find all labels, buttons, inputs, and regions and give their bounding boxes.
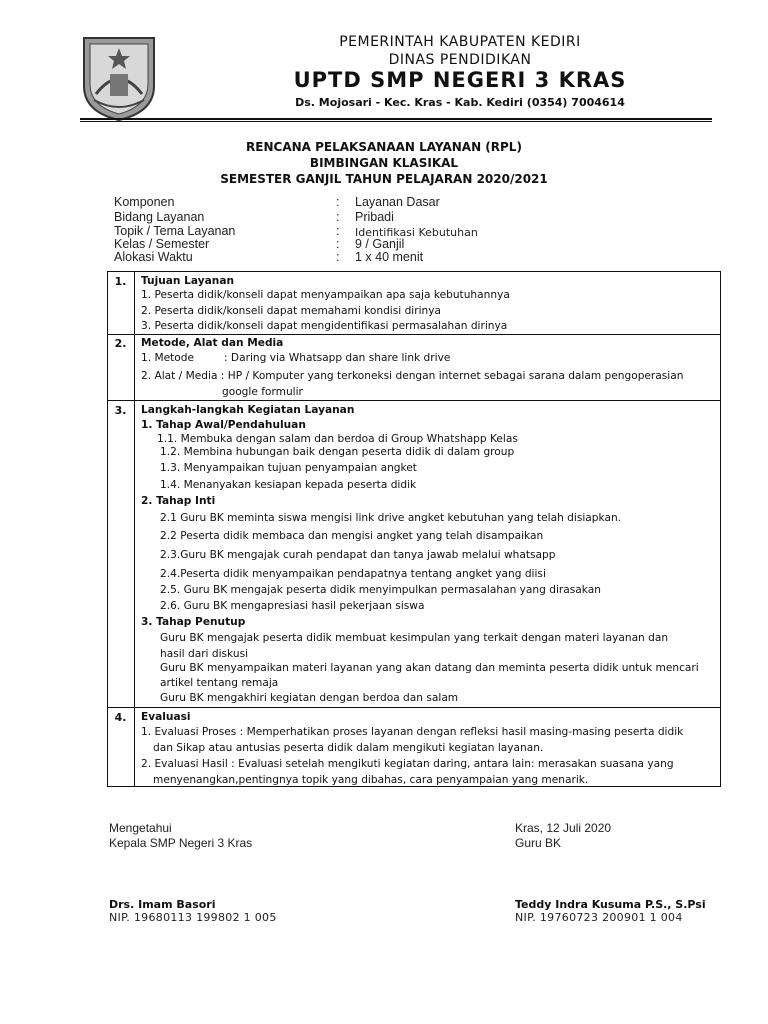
paragraph-line: Guru BK mengajak peserta didik membuat kesimpulan yang terkait dengan materi layanan dan — [160, 632, 669, 644]
section-heading: Evaluasi — [141, 711, 191, 723]
section-number: 1. — [114, 275, 127, 288]
paragraph-line: hasil dari diskusi — [160, 648, 249, 660]
metode-label: 1. Metode — [141, 352, 195, 364]
letterhead-government: PEMERINTAH KABUPATEN KEDIRI — [339, 34, 581, 50]
meta-value: 9 / Ganjil — [355, 237, 405, 251]
meta-colon: : — [336, 210, 340, 224]
list-item: 1.4. Menanyakan kesiapan kepada peserta didik — [160, 479, 417, 491]
paragraph-line: 2. Evaluasi Hasil : Evaluasi setelah mengikuti kegiatan daring, antara lain: merasakan suasana yang — [141, 758, 674, 770]
meta-label: Bidang Layanan — [114, 210, 205, 224]
paragraph-line: artikel tentang remaja — [160, 677, 279, 689]
table-row-divider — [107, 334, 721, 335]
list-item: 2.5. Guru BK mengajak peserta didik menyimpulkan permasalahan yang dirasakan — [160, 584, 601, 596]
list-item: 2.2 Peserta didik membaca dan mengisi angket yang telah disampaikan — [160, 530, 544, 542]
subsection-heading: 1. Tahap Awal/Pendahuluan — [141, 419, 306, 431]
list-item: 2.4.Peserta didik menyampaikan pendapatnya tentang angket yang diisi — [160, 568, 546, 580]
list-item: 1.2. Membina hubungan baik dengan peserta didik di dalam group — [160, 446, 515, 458]
section-number: 3. — [114, 404, 127, 417]
letterhead-rule-thick — [80, 118, 712, 120]
list-item: 2. Peserta didik/konseli dapat memahami kondisi dirinya — [141, 305, 442, 317]
paragraph-line: 1. Evaluasi Proses : Memperhatikan proses layanan dengan refleksi hasil masing-masing peserta didik — [141, 726, 684, 738]
list-item: 3. Peserta didik/konseli dapat mengidentifikasi permasalahan dirinya — [141, 320, 508, 332]
letterhead-department: DINAS PENDIDIKAN — [388, 52, 532, 68]
section-number: 2. — [114, 337, 127, 350]
paragraph-line: Guru BK menyampaikan materi layanan yang akan datang dan meminta peserta didik untuk mencari — [160, 662, 699, 674]
list-item: 1. Peserta didik/konseli dapat menyampaikan apa saja kebutuhannya — [141, 289, 510, 301]
signature-right-name: Teddy Indra Kusuma P.S., S.Psi — [515, 898, 706, 911]
section-heading: Metode, Alat dan Media — [141, 337, 284, 349]
paragraph-line: Guru BK mengakhiri kegiatan dengan berdoa dan salam — [160, 692, 459, 704]
section-heading: Tujuan Layanan — [141, 275, 235, 287]
signature-left-caption: Mengetahui — [109, 821, 172, 835]
table-row-divider — [107, 400, 721, 401]
metode-value: : Daring via Whatsapp dan share link drive — [224, 352, 451, 364]
list-item: 2.1 Guru BK meminta siswa mengisi link drive angket kebutuhan yang telah disiapkan. — [160, 512, 622, 524]
meta-colon: : — [336, 237, 340, 251]
paragraph-line: dan Sikap atau antusias peserta didik dalam mengikuti kegiatan layanan. — [153, 742, 544, 754]
meta-value: Pribadi — [355, 210, 394, 224]
list-item: 2. Alat / Media : HP / Komputer yang terkoneksi dengan internet sebagai sarana dalam pengoperasian — [141, 370, 684, 382]
signature-right-role: Guru BK — [515, 836, 562, 850]
signature-left-role: Kepala SMP Negeri 3 Kras — [109, 836, 253, 850]
subsection-heading: 3. Tahap Penutup — [141, 616, 246, 628]
list-item: google formulir — [222, 386, 303, 398]
section-number: 4. — [114, 711, 127, 724]
meta-colon: : — [336, 250, 340, 264]
list-item: 2.6. Guru BK mengapresiasi hasil pekerjaan siswa — [160, 600, 425, 612]
signature-left-name: Drs. Imam Basori — [109, 898, 216, 911]
table-row-divider — [107, 707, 721, 708]
paragraph-line: menyenangkan,pentingnya topik yang dibahas, cara penyampaian yang menarik. — [153, 774, 589, 786]
meta-colon: : — [336, 195, 340, 209]
list-item: 1.1. Membuka dengan salam dan berdoa di Group Whatshapp Kelas — [157, 433, 518, 445]
meta-label: Topik / Tema Layanan — [114, 224, 236, 238]
meta-label: Komponen — [114, 195, 175, 209]
document-subtitle: BIMBINGAN KLASIKAL — [309, 156, 459, 170]
meta-value: Layanan Dasar — [355, 195, 440, 209]
list-item: 1.3. Menyampaikan tujuan penyampaian angket — [160, 462, 417, 474]
table-column-divider — [134, 271, 135, 787]
meta-colon: : — [336, 224, 340, 238]
list-item: 2.3.Guru BK mengajak curah pendapat dan tanya jawab melalui whatsapp — [160, 549, 556, 561]
document-title: RENCANA PELAKSANAAN LAYANAN (RPL) — [246, 140, 522, 154]
kediri-regency-seal-logo — [80, 34, 158, 122]
signature-right-place-date: Kras, 12 Juli 2020 — [515, 821, 612, 835]
signature-right-nip: NIP. 19760723 200901 1 004 — [515, 911, 683, 924]
subsection-heading: 2. Tahap Inti — [141, 495, 216, 507]
document-semester: SEMESTER GANJIL TAHUN PELAJARAN 2020/2021 — [220, 172, 548, 186]
letterhead-rule-thin — [80, 121, 712, 122]
meta-value: 1 x 40 menit — [355, 250, 424, 264]
section-heading: Langkah-langkah Kegiatan Layanan — [141, 404, 355, 416]
signature-left-nip: NIP. 19680113 199802 1 005 — [109, 911, 277, 924]
letterhead-school-name: UPTD SMP NEGERI 3 KRAS — [293, 68, 627, 92]
letterhead-address: Ds. Mojosari - Kec. Kras - Kab. Kediri (0354) 7004614 — [295, 96, 625, 109]
meta-label: Kelas / Semester — [114, 237, 210, 251]
meta-value: Identifikasi Kebutuhan — [355, 226, 478, 239]
meta-label: Alokasi Waktu — [114, 250, 193, 264]
